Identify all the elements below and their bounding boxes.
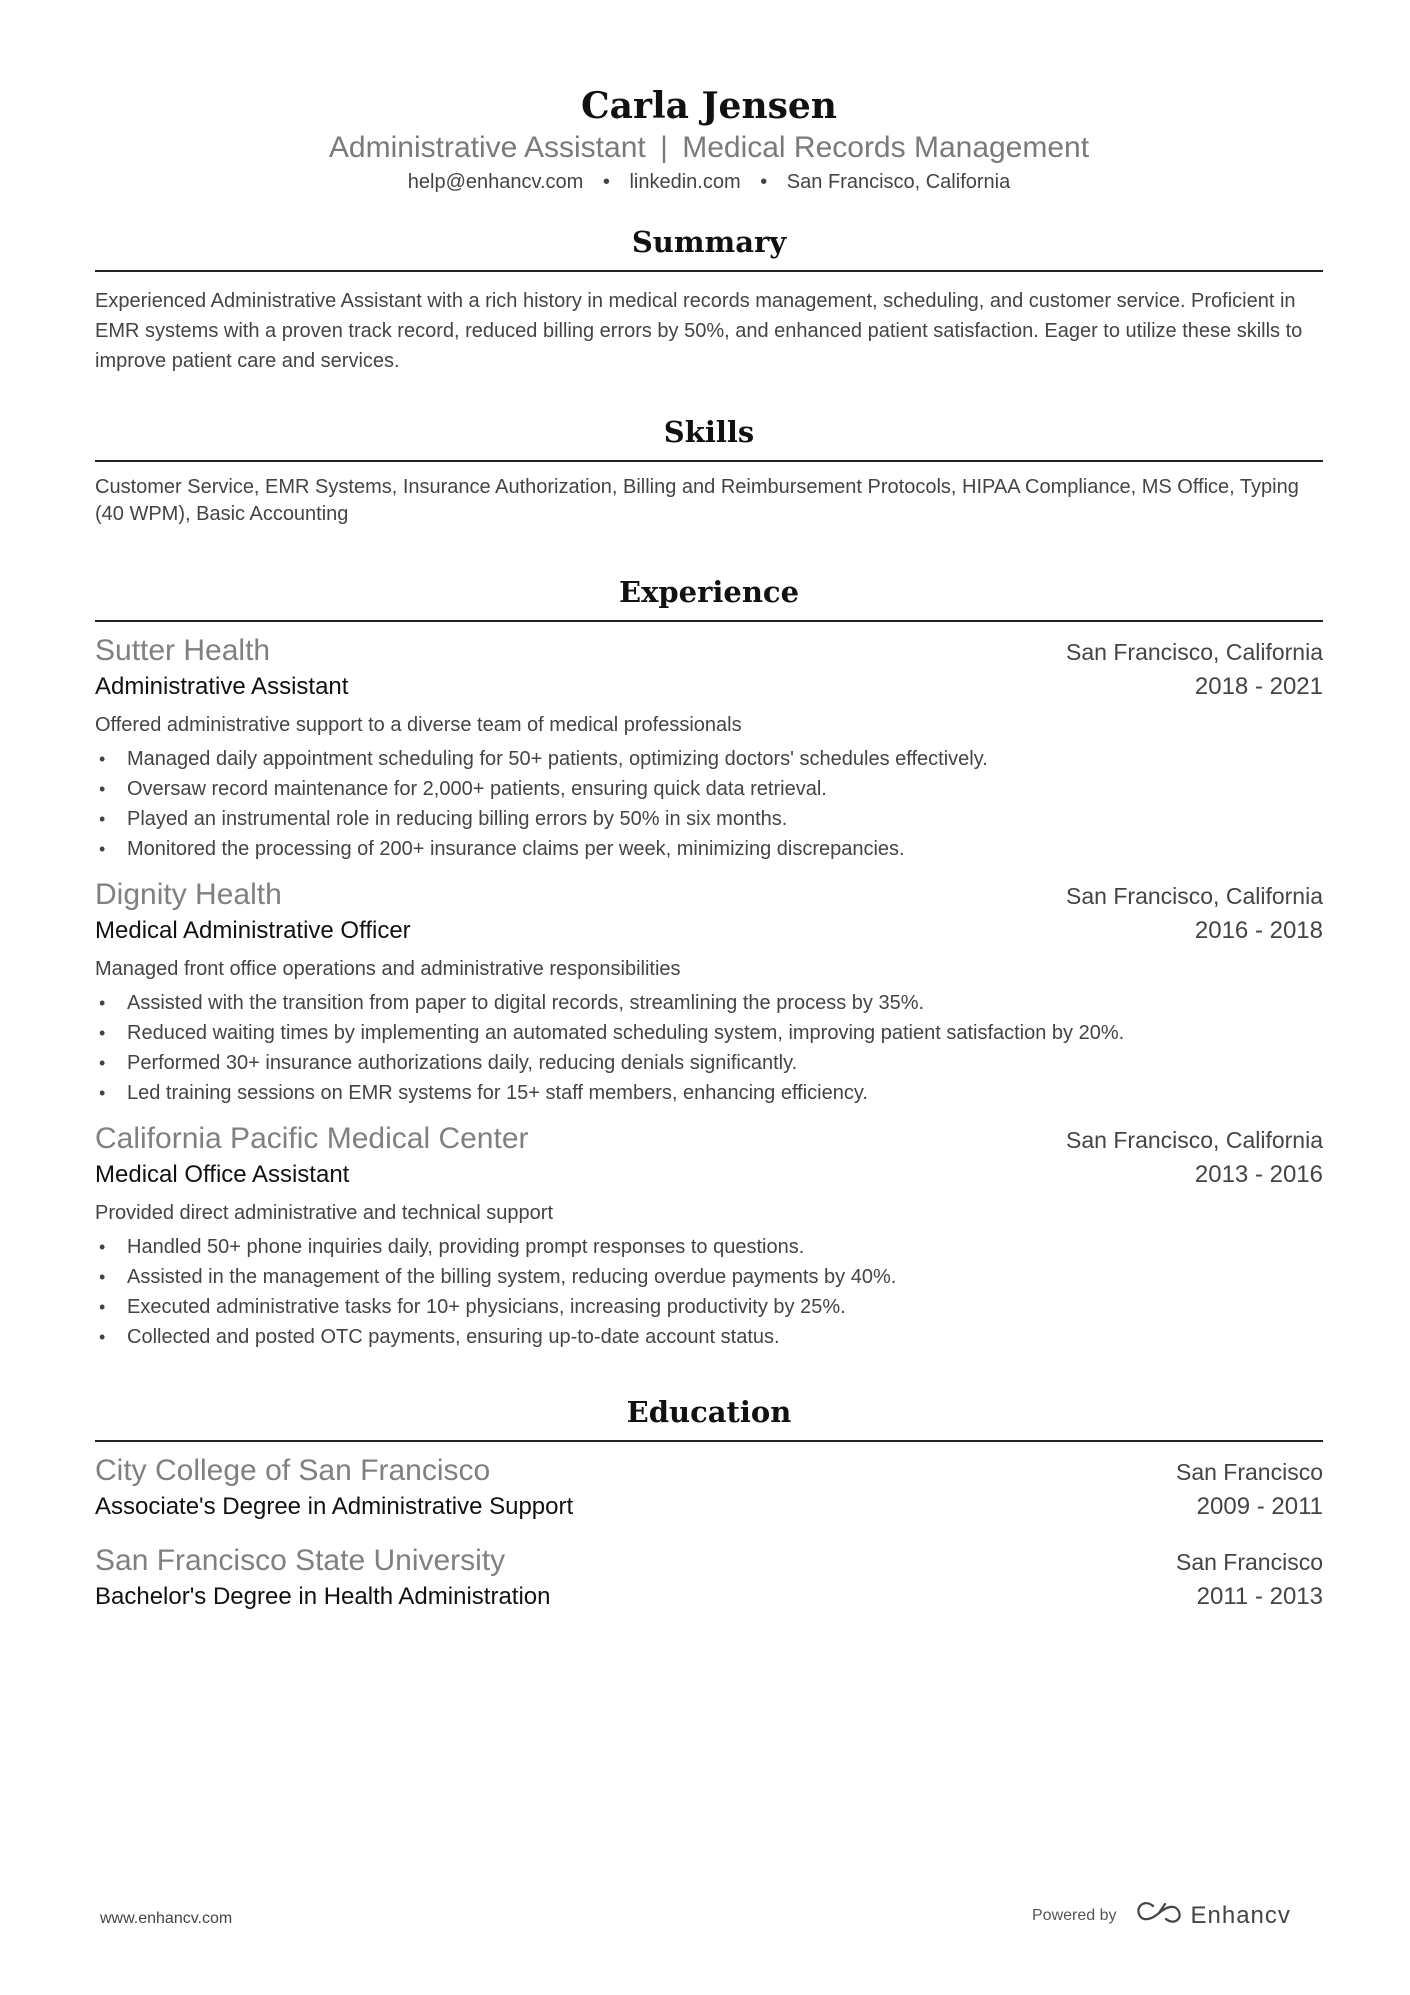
contact-line: [95, 168, 1323, 196]
section-heading-education: Education: [626, 1395, 792, 1429]
education-dates: 2011 - 2013: [1196, 1583, 1323, 1610]
title-secondary: Medical Records Management: [682, 131, 1090, 164]
job-location: San Francisco, California: [1066, 639, 1323, 665]
education-dates: 2009 - 2011: [1196, 1493, 1323, 1520]
achievement-list: [95, 988, 1323, 1108]
achievement-item: • Executed administrative tasks for 10+ physicians, increasing productivity by 25%.: [95, 1292, 1323, 1322]
achievement-list: [95, 744, 1323, 864]
education-section: [95, 1392, 1323, 1614]
experience-entry: [95, 876, 1323, 1108]
bullet-separator: •: [760, 171, 768, 193]
school-location: San Francisco: [1175, 1549, 1323, 1575]
job-title: Administrative Assistant: [95, 673, 349, 700]
achievement-item: • Played an instrumental role in reducing billing errors by 50% in six months.: [95, 804, 1323, 834]
achievement-list: [95, 1232, 1323, 1352]
title-primary: Administrative Assistant: [328, 131, 646, 164]
job-description: Managed front office operations and administrative responsibilities: [95, 958, 681, 980]
degree-name: Associate's Degree in Administrative Support: [95, 1493, 574, 1520]
title-separator: |: [660, 131, 668, 164]
job-dates: 2013 - 2016: [1194, 1161, 1323, 1188]
summary-text: Experienced Administrative Assistant with a rich history in medical records management, scheduling, and customer service. Proficient in EMR systems with a proven track record, reduced billing errors by 50%, and enhanced patient satisfaction. Eager to utilize these skills to improve patient care and services.: [95, 290, 1303, 372]
school-name: San Francisco State University: [95, 1544, 506, 1577]
achievement-item: • Reduced waiting times by implementing an automated scheduling system, improving patient satisfaction by 20%.: [95, 1018, 1323, 1048]
powered-by-label: Powered by: [1032, 1906, 1117, 1924]
experience-entry: [95, 632, 1323, 864]
job-location: San Francisco, California: [1066, 1127, 1323, 1153]
achievement-item: • Collected and posted OTC payments, ensuring up-to-date account status.: [95, 1322, 1323, 1352]
achievement-item: • Performed 30+ insurance authorizations daily, reducing denials significantly.: [95, 1048, 1323, 1078]
section-heading-experience: Experience: [618, 575, 800, 609]
candidate-title: [95, 128, 1323, 168]
job-description: Offered administrative support to a diverse team of medical professionals: [95, 714, 742, 736]
company-name: Dignity Health: [95, 878, 282, 911]
summary-section: [95, 222, 1323, 376]
footer-website-link[interactable]: www.enhancv.com: [100, 1910, 233, 1927]
enhancv-logo-icon: [1135, 1900, 1183, 1931]
skills-text: Customer Service, EMR Systems, Insurance Authorization, Billing and Reimbursement Protocols, HIPAA Compliance, MS Office, Typing (40 WPM), Basic Accounting: [95, 476, 1299, 525]
job-dates: 2016 - 2018: [1194, 917, 1323, 944]
achievement-item: • Handled 50+ phone inquiries daily, providing prompt responses to questions.: [95, 1232, 1323, 1262]
achievement-item: • Oversaw record maintenance for 2,000+ patients, ensuring quick data retrieval.: [95, 774, 1323, 804]
section-divider: [95, 1440, 1323, 1442]
email-link[interactable]: help@enhancv.com: [407, 171, 584, 193]
skills-section: [95, 412, 1323, 528]
achievement-item: • Assisted in the management of the billing system, reducing overdue payments by 40%.: [95, 1262, 1323, 1292]
resume-header: [95, 0, 1323, 196]
section-divider: [95, 270, 1323, 272]
experience-entry: [95, 1120, 1323, 1352]
job-title: Medical Office Assistant: [95, 1161, 350, 1188]
linkedin-link[interactable]: linkedin.com: [629, 171, 741, 193]
location-text: San Francisco, California: [786, 171, 1011, 193]
company-name: Sutter Health: [95, 634, 271, 667]
experience-section: [95, 572, 1323, 1352]
footer-branding: [1032, 1900, 1312, 1931]
section-divider: [95, 460, 1323, 462]
bullet-separator: •: [602, 171, 610, 193]
section-heading-summary: Summary: [631, 225, 787, 259]
brand-name: Enhancv: [1190, 1901, 1291, 1929]
achievement-item: • Managed daily appointment scheduling for 50+ patients, optimizing doctors' schedules effectively.: [95, 744, 1323, 774]
job-dates: 2018 - 2021: [1194, 673, 1323, 700]
education-entry: [95, 1452, 1323, 1524]
resume-page: [95, 0, 1323, 1614]
section-heading-skills: Skills: [663, 415, 755, 449]
company-name: California Pacific Medical Center: [95, 1122, 529, 1155]
achievement-item: • Led training sessions on EMR systems for 15+ staff members, enhancing efficiency.: [95, 1078, 1323, 1108]
job-location: San Francisco, California: [1066, 883, 1323, 909]
school-location: San Francisco: [1175, 1459, 1323, 1485]
achievement-item: • Monitored the processing of 200+ insurance claims per week, minimizing discrepancies.: [95, 834, 1323, 864]
brand-logo[interactable]: [1135, 1900, 1291, 1931]
school-name: City College of San Francisco: [95, 1454, 491, 1487]
degree-name: Bachelor's Degree in Health Administration: [95, 1583, 551, 1610]
job-description: Provided direct administrative and technical support: [95, 1202, 554, 1224]
candidate-name: Carla Jensen: [581, 85, 837, 127]
section-divider: [95, 620, 1323, 622]
job-title: Medical Administrative Officer: [95, 917, 411, 944]
achievement-item: • Assisted with the transition from paper to digital records, streamlining the process by 35%.: [95, 988, 1323, 1018]
education-entry: [95, 1542, 1323, 1614]
